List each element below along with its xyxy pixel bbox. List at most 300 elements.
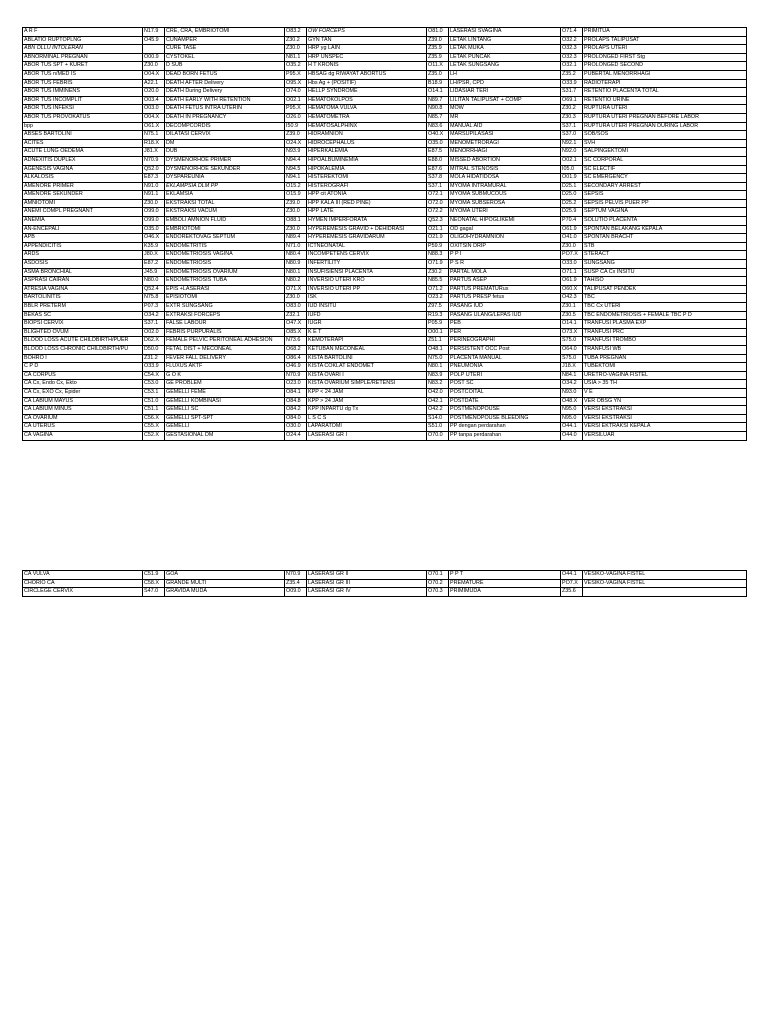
diagnosis-code-cell: O15.9 xyxy=(285,191,307,200)
diagnosis-code-cell: O84.0 xyxy=(285,414,307,423)
diagnosis-code-cell: O47.X xyxy=(285,320,307,329)
diagnosis-name-cell: bpp xyxy=(23,122,143,131)
diagnosis-name-cell: IUFD xyxy=(307,311,427,320)
diagnosis-code-cell: Z30.0 xyxy=(143,62,165,71)
diagnosis-code-cell: O70.3 xyxy=(427,588,449,597)
diagnosis-name-cell: EKSTRAKSI VACUM xyxy=(165,208,285,217)
diagnosis-code-cell: O44.0 xyxy=(561,431,583,440)
diagnosis-name-cell: SEPSIS PELVIS PUER PP xyxy=(583,199,747,208)
diagnosis-name-cell: STERACT xyxy=(583,251,747,260)
diagnosis-name-cell: HYPEREMESIS GRAVID + DEHIDRASI xyxy=(307,225,427,234)
diagnosis-name-cell: EKLAMSIA xyxy=(165,191,285,200)
diagnosis-code-cell: O69.1 xyxy=(561,96,583,105)
diagnosis-code-cell: O83.0 xyxy=(285,303,307,312)
diagnosis-code-cell: O88.1 xyxy=(285,217,307,226)
diagnosis-name-cell: SOLUTIO PLACENTA xyxy=(583,217,747,226)
diagnosis-code-cell: P95.X xyxy=(285,70,307,79)
diagnosis-code-cell: O70.0 xyxy=(427,431,449,440)
diagnosis-name-cell: HEMATOSALPHINX xyxy=(307,122,427,131)
diagnosis-name-cell: Hbs Ag + (POSITIF) xyxy=(307,79,427,88)
diagnosis-name-cell: PARTUS PREMATURus xyxy=(449,285,561,294)
diagnosis-code-cell: S37.8 xyxy=(427,174,449,183)
diagnosis-name-cell: RUPTURA UTERI PREGNAN BEFORE LABOR xyxy=(583,113,747,122)
diagnosis-code-cell: O04.X xyxy=(143,70,165,79)
diagnosis-name-cell: IUGR xyxy=(307,320,427,329)
diagnosis-name-cell: AMENORE SEKUNDER xyxy=(23,191,143,200)
table-row xyxy=(23,208,747,217)
diagnosis-code-cell: S14.0 xyxy=(427,414,449,423)
diagnosis-name-cell: PNEUMONIA xyxy=(449,363,561,372)
diagnosis-code-cell: C52.X xyxy=(143,431,165,440)
diagnosis-name-cell: HBSAG dg RIWAYAT ABORTUS xyxy=(307,70,427,79)
diagnosis-name-cell: PARTUS ASEP xyxy=(449,277,561,286)
diagnosis-code-cell: S75.0 xyxy=(561,337,583,346)
table-row xyxy=(23,148,747,157)
diagnosis-code-cell: N94.1 xyxy=(285,174,307,183)
diagnosis-name-cell: HYPEREMESIS GRAVIDARUM xyxy=(307,234,427,243)
diagnosis-name-cell: VERSI EKSTRAKSI xyxy=(583,406,747,415)
diagnosis-code-cell: Z31.2 xyxy=(143,354,165,363)
diagnosis-code-cell: N80.1 xyxy=(285,268,307,277)
diagnosis-name-cell: LETAK PUNCAK xyxy=(449,53,561,62)
diagnosis-code-cell: J18.X xyxy=(561,363,583,372)
diagnosis-name-cell: ENDOREKTOVAG SEPTUM xyxy=(165,234,285,243)
diagnosis-code-cell: E87.6 xyxy=(427,165,449,174)
diagnosis-name-cell: MOW xyxy=(449,105,561,114)
diagnosis-name-cell: MARSUPILASASI xyxy=(449,131,561,140)
diagnosis-name-cell: PLACENTA MANUAL xyxy=(449,354,561,363)
diagnosis-name-cell: MYOMA UTERI xyxy=(449,208,561,217)
diagnosis-code-cell: O61.X xyxy=(143,122,165,131)
diagnosis-name-cell: MENOMETRORAGI xyxy=(449,139,561,148)
table-row xyxy=(23,113,747,122)
diagnosis-code-cell: O34.2 xyxy=(143,311,165,320)
diagnosis-name-cell: TBC xyxy=(583,294,747,303)
table-row xyxy=(23,88,747,97)
diagnosis-code-cell: S31.7 xyxy=(561,88,583,97)
diagnosis-name-cell: SEPSIS xyxy=(583,191,747,200)
diagnosis-code-cell: O35.0 xyxy=(427,139,449,148)
diagnosis-code-cell: O86.4 xyxy=(285,354,307,363)
diagnosis-code-cell: E87.5 xyxy=(427,148,449,157)
diagnosis-name-cell: HEMATOKOLPOS xyxy=(307,96,427,105)
diagnosis-code-cell: O32.1 xyxy=(561,62,583,71)
diagnosis-code-cell: O81.0 xyxy=(427,28,449,37)
diagnosis-code-cell: O84.2 xyxy=(285,406,307,415)
diagnosis-name-cell: VESIKO-VAGINA FISTEL xyxy=(583,571,747,580)
diagnosis-code-cell: O99.0 xyxy=(143,217,165,226)
table-row xyxy=(23,371,747,380)
diagnosis-code-cell: Z30.2 xyxy=(427,268,449,277)
diagnosis-name-cell: SPONTAN BRACHT xyxy=(583,234,747,243)
diagnosis-name-cell: CA LABIUM MAYUS xyxy=(23,397,143,406)
diagnosis-name-cell: ALKALOSIS xyxy=(23,174,143,183)
diagnosis-name-cell: SC ELECTIF xyxy=(583,165,747,174)
table-row xyxy=(23,79,747,88)
diagnosis-code-cell: N80.9 xyxy=(285,260,307,269)
diagnosis-code-cell: E88.0 xyxy=(427,156,449,165)
diagnosis-code-cell: Z30.5 xyxy=(561,311,583,320)
diagnosis-code-cell: C58.X xyxy=(143,579,165,588)
diagnosis-code-cell: N92.0 xyxy=(561,148,583,157)
diagnosis-code-cell: S37.0 xyxy=(561,131,583,140)
diagnosis-code-cell: Z51.1 xyxy=(427,337,449,346)
diagnosis-code-cell: O02.1 xyxy=(285,96,307,105)
diagnosis-code-cell: D25.0 xyxy=(561,191,583,200)
diagnosis-code-cell: O01.9 xyxy=(561,174,583,183)
diagnosis-code-cell: N73.6 xyxy=(285,337,307,346)
diagnosis-name-cell: TBC Cx UTERI xyxy=(583,303,747,312)
diagnosis-code-cell: O68.2 xyxy=(285,345,307,354)
diagnosis-name-cell xyxy=(583,588,747,597)
diagnosis-code-cell: J81.X xyxy=(143,148,165,157)
diagnosis-code-cell: O02.1 xyxy=(561,156,583,165)
diagnosis-name-cell: EXTR SUNGSANG xyxy=(165,303,285,312)
diagnosis-name-cell: CIRCLEGE CERVIX xyxy=(23,588,143,597)
diagnosis-code-cell: O33.9 xyxy=(143,363,165,372)
diagnosis-code-cell: R19.3 xyxy=(427,311,449,320)
diagnosis-name-cell: OD gagal xyxy=(449,225,561,234)
diagnosis-code-cell: O42.0 xyxy=(427,388,449,397)
diagnosis-code-cell: Z30.0 xyxy=(143,199,165,208)
table-row xyxy=(23,320,747,329)
diagnosis-name-cell: KISTA BARTOLINI xyxy=(307,354,427,363)
table-row xyxy=(23,96,747,105)
diagnosis-code-cell: J45.9 xyxy=(143,268,165,277)
table-row xyxy=(23,588,747,597)
diagnosis-name-cell: CA Cx, EXO Cx, Epider xyxy=(23,388,143,397)
diagnosis-name-cell: DYSMENORHOE SEKUNDER xyxy=(165,165,285,174)
diagnosis-code-cell: Z30.2 xyxy=(285,36,307,45)
diagnosis-code-cell: O32.2 xyxy=(561,36,583,45)
diagnosis-name-cell: GYN TAN xyxy=(307,36,427,45)
diagnosis-code-cell: O35.2 xyxy=(285,62,307,71)
diagnosis-name-cell: PERINEOGRAPHI xyxy=(449,337,561,346)
diagnosis-name-cell: ASPRASI CAIRAN xyxy=(23,277,143,286)
diagnosis-name-cell: PREMATURE xyxy=(449,579,561,588)
diagnosis-code-cell: O71.1 xyxy=(561,268,583,277)
diagnosis-code-cell: D25.9 xyxy=(561,208,583,217)
diagnosis-name-cell: PEB xyxy=(449,320,561,329)
diagnosis-name-cell: BOHRO I xyxy=(23,354,143,363)
diagnosis-code-cell: O83.2 xyxy=(285,28,307,37)
diagnosis-name-cell: DEATH FETUS INTRA UTERIN xyxy=(165,105,285,114)
diagnosis-name-cell: ASMA BRONCHIAL xyxy=(23,268,143,277)
diagnosis-name-cell: ABOR TUS INFEKSI xyxy=(23,105,143,114)
diagnosis-name-cell: ENDOMETRIOSIS OVARIUM xyxy=(165,268,285,277)
diagnosis-name-cell: LETAK LINTANG xyxy=(449,36,561,45)
diagnosis-code-cell: O42.3 xyxy=(561,294,583,303)
diagnosis-name-cell: ASDOSIS xyxy=(23,260,143,269)
diagnosis-name-cell: ABOR TUS n/MED IS xyxy=(23,70,143,79)
diagnosis-code-cell: Z30.0 xyxy=(561,242,583,251)
diagnosis-code-cell: Z30.2 xyxy=(561,105,583,114)
diagnosis-code-cell: C51.9 xyxy=(143,571,165,580)
diagnosis-name-cell: GOA xyxy=(165,571,285,580)
table-row xyxy=(23,285,747,294)
diagnosis-name-cell: PASANG IUD xyxy=(449,303,561,312)
diagnosis-code-cell: O45.9 xyxy=(143,36,165,45)
diagnosis-code-cell: O74.0 xyxy=(285,88,307,97)
diagnosis-name-cell: RUPTURA UTERI PREGNAN DURING LABOR xyxy=(583,122,747,131)
diagnosis-name-cell: TAHISO xyxy=(583,277,747,286)
diagnosis-name-cell: BLOOD LOSS CHRONIC CHILDBIRTH/PU xyxy=(23,345,143,354)
diagnosis-name-cell: MITRAL STENOSIS xyxy=(449,165,561,174)
table-row xyxy=(23,122,747,131)
table-row xyxy=(23,268,747,277)
diagnosis-name-cell: HPP KALA III (RED PINE) xyxy=(307,199,427,208)
diagnosis-name-cell: TRANFUSI PLASMA EXP xyxy=(583,320,747,329)
diagnosis-code-cell: O02.0 xyxy=(143,328,165,337)
diagnosis-name-cell: POSTCOITAL xyxy=(449,388,561,397)
diagnosis-code-cell: O44.1 xyxy=(561,571,583,580)
diagnosis-name-cell: GEMELLI xyxy=(165,423,285,432)
diagnosis-code-cell: O00.1 xyxy=(427,328,449,337)
diagnosis-code-cell: Z35.9 xyxy=(427,45,449,54)
diagnosis-name-cell: CA CORPUS xyxy=(23,371,143,380)
diagnosis-name-cell: DEATH AFTER Delivery xyxy=(165,79,285,88)
diagnosis-code-cell: PO7.X xyxy=(561,251,583,260)
diagnosis-code-cell: B18.9 xyxy=(427,79,449,88)
table-row xyxy=(23,431,747,440)
diagnosis-name-cell: INCOMPETENS CERVIX xyxy=(307,251,427,260)
diagnosis-code-cell: I50.9 xyxy=(285,122,307,131)
diagnosis-name-cell: ACUTE LUNG OEDEMA xyxy=(23,148,143,157)
diagnosis-code-cell: N93.9 xyxy=(285,148,307,157)
diagnosis-name-cell: PERSISTENT OCC Post xyxy=(449,345,561,354)
diagnosis-name-cell: V E xyxy=(583,388,747,397)
diagnosis-code-cell: Z30.0 xyxy=(285,45,307,54)
diagnosis-name-cell: HRP yg LAIN xyxy=(307,45,427,54)
diagnosis-name-cell: H T KRONIS xyxy=(307,62,427,71)
diagnosis-code-cell: O41.0 xyxy=(561,234,583,243)
diagnosis-code-cell: Z35.2 xyxy=(561,70,583,79)
diagnosis-name-cell: FEVER FALL DELIVERY xyxy=(165,354,285,363)
diagnosis-name-cell: PRIMITUA xyxy=(583,28,747,37)
diagnosis-name-cell: LH/PSR, CPD xyxy=(449,79,561,88)
diagnosis-code-table-continued xyxy=(22,570,747,597)
diagnosis-name-cell: SPONTAN BELAKANG KEPALA xyxy=(583,225,747,234)
diagnosis-name-cell: DEATH During Delivery xyxy=(165,88,285,97)
diagnosis-code-cell: E87.2 xyxy=(143,260,165,269)
diagnosis-name-cell: MANUAL AID xyxy=(449,122,561,131)
diagnosis-code-cell: O71.X xyxy=(285,285,307,294)
diagnosis-name-cell: ABOR TUS IMMINENS xyxy=(23,88,143,97)
diagnosis-name-cell: ABSES BARTOLINI xyxy=(23,131,143,140)
diagnosis-name-cell: IUD INSITU xyxy=(307,303,427,312)
diagnosis-code-cell: N89.4 xyxy=(285,234,307,243)
diagnosis-name-cell: NEONATAL HIPOGLIKEMI xyxy=(449,217,561,226)
table-row xyxy=(23,139,747,148)
diagnosis-name-cell: ABN OLLU INTOLERAN xyxy=(23,45,143,54)
diagnosis-code-cell: O14.1 xyxy=(427,88,449,97)
diagnosis-code-cell: Z30.1 xyxy=(561,303,583,312)
diagnosis-name-cell: HPP LATE xyxy=(307,208,427,217)
diagnosis-name-cell: CURE TASE xyxy=(165,45,285,54)
diagnosis-code-cell: O84.8 xyxy=(285,397,307,406)
diagnosis-code-cell: N80.1 xyxy=(427,363,449,372)
diagnosis-code-cell: C51.1 xyxy=(143,406,165,415)
diagnosis-code-cell: N85.7 xyxy=(427,113,449,122)
diagnosis-code-cell: O24.4 xyxy=(285,431,307,440)
table-row xyxy=(23,234,747,243)
diagnosis-code-cell: O48.X xyxy=(561,397,583,406)
table-row xyxy=(23,380,747,389)
diagnosis-code-cell: O21.9 xyxy=(427,234,449,243)
diagnosis-name-cell: INFERTILITY xyxy=(307,260,427,269)
diagnosis-code-cell: O00.9 xyxy=(143,53,165,62)
diagnosis-name-cell: C P D xyxy=(23,363,143,372)
diagnosis-code-cell: Z97.5 xyxy=(427,303,449,312)
diagnosis-name-cell: CHORIO CA xyxy=(23,579,143,588)
diagnosis-name-cell: VESIKO-VAGINA FISTEL xyxy=(583,579,747,588)
diagnosis-name-cell: GRAVIDA MUDA xyxy=(165,588,285,597)
diagnosis-name-cell: TUBA PREGNAN xyxy=(583,354,747,363)
diagnosis-name-cell: TRANFUSI PRC xyxy=(583,328,747,337)
diagnosis-name-cell: APPENDICITIS xyxy=(23,242,143,251)
diagnosis-name-cell: DEATH EARLY WITH RETENTION xyxy=(165,96,285,105)
table-row xyxy=(23,328,747,337)
diagnosis-name-cell: KPP < 24 JAM xyxy=(307,388,427,397)
diagnosis-code-cell: D50.0 xyxy=(143,345,165,354)
diagnosis-name-cell: MYOMA INTRAMURAL xyxy=(449,182,561,191)
diagnosis-name-cell: BARTOLINITIS xyxy=(23,294,143,303)
diagnosis-code-cell: I05.0 xyxy=(561,165,583,174)
diagnosis-name-cell: ABOR TUS PROVOKATUS xyxy=(23,113,143,122)
diagnosis-name-cell: EMBRIOTOMI xyxy=(165,225,285,234)
diagnosis-name-cell: ABOR TUS SPT + KURET xyxy=(23,62,143,71)
diagnosis-name-cell: KEMOTERAPI xyxy=(307,337,427,346)
diagnosis-code-cell: N91.0 xyxy=(143,182,165,191)
diagnosis-name-cell: SC EMERGENCY xyxy=(583,174,747,183)
table-row xyxy=(23,406,747,415)
diagnosis-name-cell: PER xyxy=(449,328,561,337)
table-row xyxy=(23,363,747,372)
diagnosis-code-cell: N89.7 xyxy=(427,96,449,105)
diagnosis-code-cell: N95.0 xyxy=(561,406,583,415)
diagnosis-code-cell: D62.X xyxy=(143,337,165,346)
diagnosis-name-cell: FEBRIS PURPURALIS xyxy=(165,328,285,337)
diagnosis-name-cell: POST SC xyxy=(449,380,561,389)
diagnosis-name-cell: ENDOMETRIOSIS VAGINA xyxy=(165,251,285,260)
diagnosis-name-cell: ICTNEONATAL xyxy=(307,242,427,251)
diagnosis-code-cell: O33.9 xyxy=(561,79,583,88)
diagnosis-name-cell: LH xyxy=(449,70,561,79)
diagnosis-code-cell: O11.X xyxy=(427,62,449,71)
diagnosis-name-cell: D SUB xyxy=(165,62,285,71)
diagnosis-code-cell: N75.1 xyxy=(143,131,165,140)
table-row xyxy=(23,388,747,397)
diagnosis-code-cell: O64.0 xyxy=(561,345,583,354)
diagnosis-name-cell: SECONDARY ARREST xyxy=(583,182,747,191)
diagnosis-name-cell: RUPTURA UTERI xyxy=(583,105,747,114)
diagnosis-name-cell: LETAK SUNGSANG xyxy=(449,62,561,71)
diagnosis-code-cell: O04.X xyxy=(143,113,165,122)
diagnosis-name-cell: DILATASI CERVIX xyxy=(165,131,285,140)
diagnosis-name-cell: ISK xyxy=(307,294,427,303)
diagnosis-name-cell: EPIS +LASERASI xyxy=(165,285,285,294)
table-row xyxy=(23,105,747,114)
diagnosis-name-cell: PROLONGED SECOND xyxy=(583,62,747,71)
table-row xyxy=(23,303,747,312)
diagnosis-code-cell: N71.0 xyxy=(285,242,307,251)
diagnosis-name-cell: INSUFISIENSI PLACENTA xyxy=(307,268,427,277)
diagnosis-code-cell: N81.1 xyxy=(285,53,307,62)
diagnosis-name-cell: SVH xyxy=(583,139,747,148)
diagnosis-name-cell: ENDOMETRITIS xyxy=(165,242,285,251)
diagnosis-code-cell: O42.1 xyxy=(427,397,449,406)
diagnosis-name-cell: STB xyxy=(583,242,747,251)
table-row xyxy=(23,174,747,183)
diagnosis-code-cell: O44.1 xyxy=(561,423,583,432)
diagnosis-name-cell: P P I xyxy=(449,251,561,260)
diagnosis-code-cell: O32.3 xyxy=(561,53,583,62)
diagnosis-code-cell: N75.8 xyxy=(143,294,165,303)
diagnosis-name-cell: EPISIOTOMI xyxy=(165,294,285,303)
table-row xyxy=(23,191,747,200)
diagnosis-name-cell: ACITES xyxy=(23,139,143,148)
diagnosis-code-cell: O23.2 xyxy=(427,294,449,303)
table-row xyxy=(23,260,747,269)
diagnosis-code-cell: P95.X xyxy=(285,105,307,114)
diagnosis-code-cell: N17.9 xyxy=(143,28,165,37)
diagnosis-name-cell: RETENTIO PLACENTA TOTAL xyxy=(583,88,747,97)
diagnosis-code-cell: O40.X xyxy=(427,131,449,140)
diagnosis-name-cell: SALPINGEKTOMI xyxy=(583,148,747,157)
diagnosis-name-cell: CRE, CRA, EMBRIOTOMI xyxy=(165,28,285,37)
diagnosis-code-cell: O09.0 xyxy=(285,588,307,597)
diagnosis-code-cell: S75.0 xyxy=(561,354,583,363)
diagnosis-code-cell: C53.1 xyxy=(143,388,165,397)
table-row xyxy=(23,217,747,226)
diagnosis-code-cell xyxy=(143,45,165,54)
diagnosis-name-cell: CA OVARIUM xyxy=(23,414,143,423)
diagnosis-code-cell: O60.X xyxy=(561,285,583,294)
diagnosis-name-cell: LILITAN TALIPUSAT + COMP xyxy=(449,96,561,105)
diagnosis-name-cell: FEMALE PELVIC PERITONEAL ADHESION xyxy=(165,337,285,346)
diagnosis-name-cell: PROLONGED FIRST Stg xyxy=(583,53,747,62)
table-row xyxy=(23,354,747,363)
table-row xyxy=(23,165,747,174)
diagnosis-name-cell: ABNORMINAL PREGNAN xyxy=(23,53,143,62)
diagnosis-name-cell: TALIPUSAT PENDEK xyxy=(583,285,747,294)
diagnosis-code-cell: O30.0 xyxy=(285,423,307,432)
diagnosis-name-cell: DM xyxy=(165,139,285,148)
diagnosis-code-cell: S47.0 xyxy=(143,588,165,597)
diagnosis-name-cell: PROLAPS TALIPUSAT xyxy=(583,36,747,45)
diagnosis-name-cell: LASERASI GR IV xyxy=(307,588,427,597)
diagnosis-code-cell: Z35.4 xyxy=(285,579,307,588)
diagnosis-name-cell: EMBOLI AMNION FLUID xyxy=(165,217,285,226)
diagnosis-code-cell: N83.2 xyxy=(427,380,449,389)
diagnosis-name-cell: GE PROBLEM xyxy=(165,380,285,389)
diagnosis-name-cell: POSTDATE xyxy=(449,397,561,406)
table-row xyxy=(23,242,747,251)
table-row xyxy=(23,53,747,62)
diagnosis-name-cell: HYMEN IMPERFORATA xyxy=(307,217,427,226)
diagnosis-name-cell: HEMATOMETRA xyxy=(307,113,427,122)
diagnosis-name-cell: PASANG ULANG/LEPAS IUD xyxy=(449,311,561,320)
diagnosis-code-cell: O71.9 xyxy=(427,260,449,269)
diagnosis-name-cell: HEMATOMA VULVA xyxy=(307,105,427,114)
diagnosis-code-cell: C54.X xyxy=(143,371,165,380)
diagnosis-name-cell: FLUXUS AKTF xyxy=(165,363,285,372)
table-row xyxy=(23,571,747,580)
diagnosis-name-cell: K E T xyxy=(307,328,427,337)
diagnosis-name-cell: A R F xyxy=(23,28,143,37)
diagnosis-name-cell: G O K xyxy=(165,371,285,380)
diagnosis-code-cell: O21.1 xyxy=(427,225,449,234)
